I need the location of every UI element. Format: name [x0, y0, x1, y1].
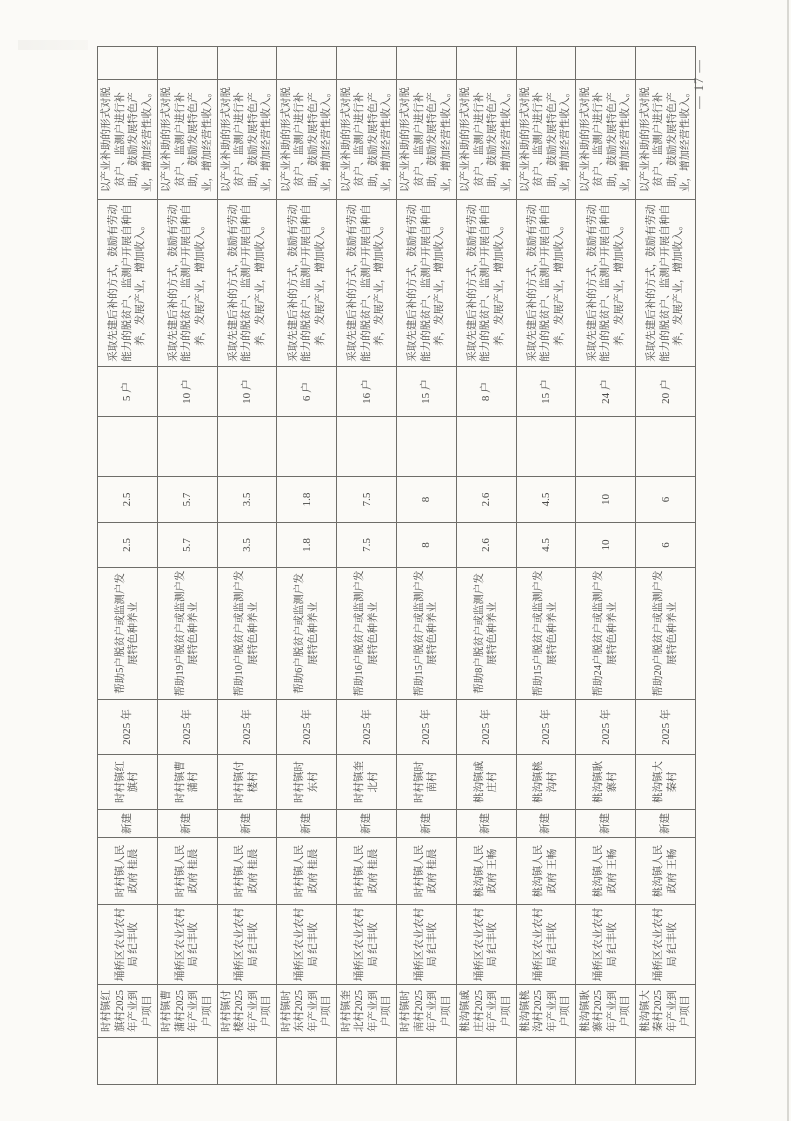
- location-cell: 桃沟镇戚庄村: [456, 755, 516, 810]
- time-cell: 2025 年: [277, 700, 337, 755]
- project-name-cell: 时村镇曹蒲村2025年产业到户项目: [157, 985, 217, 1038]
- fund-cell-dup: 8: [396, 477, 456, 523]
- subsidy-cell: 以产业补助的形式对脱贫户、监测户进行补助，鼓励发展特色产业，增加经营性收入。: [396, 80, 456, 200]
- subsidy-cell: 以产业补助的形式对脱贫户、监测户进行补助，鼓励发展特色产业，增加经营性收入。: [456, 80, 516, 200]
- empty-cell: [277, 417, 337, 477]
- empty-cell: [456, 417, 516, 477]
- task-cell: 帮助15户脱贫户或监测户发展特色种养业: [516, 568, 576, 700]
- dept-cell: 埇桥区农业农村局 纪丰收: [98, 905, 158, 985]
- time-cell: 2025 年: [636, 700, 696, 755]
- empty-cell: [576, 417, 636, 477]
- fund-cell-dup: 1.8: [277, 477, 337, 523]
- nature-cell: 新建: [337, 810, 397, 838]
- serial-cell: [157, 1038, 217, 1085]
- fund-cell: 7.5: [337, 523, 397, 568]
- serial-cell: [396, 1038, 456, 1085]
- project-name-cell: 时村镇奎北村2025年产业到户项目: [337, 985, 397, 1038]
- dept-cell: 埇桥区农业农村局 纪丰收: [157, 905, 217, 985]
- serial-cell: [277, 1038, 337, 1085]
- subsidy-cell: 以产业补助的形式对脱贫户、监测户进行补助，鼓励发展特色产业，增加经营性收入。: [157, 80, 217, 200]
- mechanism-cell: 采取先建后补的方式，鼓励有劳动能力的脱贫户、监测户开展自种自养，发展产业，增加收入。: [157, 200, 217, 367]
- implementer-cell: 桃沟镇人民政府 王畅: [456, 838, 516, 905]
- fund-cell-dup: 7.5: [337, 477, 397, 523]
- remark-cell: [396, 47, 456, 80]
- time-cell: 2025 年: [98, 700, 158, 755]
- remark-cell: [636, 47, 696, 80]
- remark-cell: [217, 47, 277, 80]
- location-cell: 时村镇红旗村: [98, 755, 158, 810]
- subsidy-cell: 以产业补助的形式对脱贫户、监测户进行补助，鼓励发展特色产业，增加经营性收入。: [277, 80, 337, 200]
- nature-cell: 新建: [576, 810, 636, 838]
- subsidy-cell: 以产业补助的形式对脱贫户、监测户进行补助，鼓励发展特色产业，增加经营性收入。: [217, 80, 277, 200]
- households-cell: 10 户: [217, 367, 277, 417]
- empty-cell: [396, 417, 456, 477]
- page-number: — 17 —: [692, 59, 706, 109]
- project-row: [576, 47, 636, 1085]
- project-name-cell: 桃沟镇大秦村2025年产业到户项目: [636, 985, 696, 1038]
- dept-cell: 埇桥区农业农村局 纪丰收: [217, 905, 277, 985]
- fund-cell-dup: 10: [576, 477, 636, 523]
- implementer-cell: 时村镇人民政府 桂晨: [396, 838, 456, 905]
- households-cell: 15 户: [516, 367, 576, 417]
- households-cell: 20 户: [636, 367, 696, 417]
- project-name-cell: 时村镇付楼村2025年产业到户项目: [217, 985, 277, 1038]
- serial-cell: [576, 1038, 636, 1085]
- project-row: [217, 47, 277, 1085]
- implementer-cell: 桃沟镇人民政府 王畅: [636, 838, 696, 905]
- subsidy-cell: 以产业补助的形式对脱贫户、监测户进行补助，鼓励发展特色产业，增加经营性收入。: [636, 80, 696, 200]
- mechanism-cell: 采取先建后补的方式，鼓励有劳动能力的脱贫户、监测户开展自种自养，发展产业，增加收入。: [576, 200, 636, 367]
- time-cell: 2025 年: [396, 700, 456, 755]
- location-cell: 桃沟镇耿寨村: [576, 755, 636, 810]
- mechanism-cell: 采取先建后补的方式，鼓励有劳动能力的脱贫户、监测户开展自种自养，发展产业，增加收入。: [217, 200, 277, 367]
- serial-cell: [456, 1038, 516, 1085]
- mechanism-cell: 采取先建后补的方式，鼓励有劳动能力的脱贫户、监测户开展自种自养，发展产业，增加收入。: [277, 200, 337, 367]
- project-row: [337, 47, 397, 1085]
- empty-cell: [516, 417, 576, 477]
- nature-cell: 新建: [396, 810, 456, 838]
- nature-cell: 新建: [98, 810, 158, 838]
- fund-cell-dup: 2.5: [98, 477, 158, 523]
- mechanism-cell: 采取先建后补的方式，鼓励有劳动能力的脱贫户、监测户开展自种自养，发展产业，增加收入。: [98, 200, 158, 367]
- projects-table-body: [98, 47, 696, 1085]
- location-cell: 时村镇奎北村: [337, 755, 397, 810]
- dept-cell: 埇桥区农业农村局 纪丰收: [576, 905, 636, 985]
- project-name-cell: 桃沟镇戚庄村2025年产业到户项目: [456, 985, 516, 1038]
- fund-cell-dup: 3.5: [217, 477, 277, 523]
- fund-cell: 6: [636, 523, 696, 568]
- project-row: [396, 47, 456, 1085]
- location-cell: 时村镇时东村: [277, 755, 337, 810]
- time-cell: 2025 年: [576, 700, 636, 755]
- remark-cell: [516, 47, 576, 80]
- project-row: [456, 47, 516, 1085]
- empty-cell: [636, 417, 696, 477]
- location-cell: 时村镇付楼村: [217, 755, 277, 810]
- project-name-cell: 时村镇时东村2025年产业到户项目: [277, 985, 337, 1038]
- mechanism-cell: 采取先建后补的方式，鼓励有劳动能力的脱贫户、监测户开展自种自养，发展产业，增加收入。: [337, 200, 397, 367]
- implementer-cell: 时村镇人民政府 桂晨: [277, 838, 337, 905]
- location-cell: 桃沟镇大秦村: [636, 755, 696, 810]
- task-cell: 帮助10户脱贫户或监测户发展特色种养业: [217, 568, 277, 700]
- nature-cell: 新建: [516, 810, 576, 838]
- project-row: [277, 47, 337, 1085]
- fund-cell: 2.5: [98, 523, 158, 568]
- project-row: [98, 47, 158, 1085]
- serial-cell: [337, 1038, 397, 1085]
- implementer-cell: 时村镇人民政府 桂晨: [337, 838, 397, 905]
- location-cell: 桃沟镇桃沟村: [516, 755, 576, 810]
- households-cell: 10 户: [157, 367, 217, 417]
- households-cell: 24 户: [576, 367, 636, 417]
- fund-cell: 10: [576, 523, 636, 568]
- mechanism-cell: 采取先建后补的方式，鼓励有劳动能力的脱贫户、监测户开展自种自养，发展产业，增加收入。: [396, 200, 456, 367]
- dept-cell: 埇桥区农业农村局 纪丰收: [516, 905, 576, 985]
- task-cell: 帮助20户脱贫户或监测户发展特色种养业: [636, 568, 696, 700]
- mechanism-cell: 采取先建后补的方式，鼓励有劳动能力的脱贫户、监测户开展自种自养，发展产业，增加收入。: [636, 200, 696, 367]
- task-cell: 帮助15户脱贫户或监测户发展特色种养业: [396, 568, 456, 700]
- task-cell: 帮助24户脱贫户或监测户发展特色种养业: [576, 568, 636, 700]
- mechanism-cell: 采取先建后补的方式，鼓励有劳动能力的脱贫户、监测户开展自种自养，发展产业，增加收入。: [516, 200, 576, 367]
- location-cell: 时村镇时南村: [396, 755, 456, 810]
- project-name-cell: 桃沟镇耿寨村2025年产业到户项目: [576, 985, 636, 1038]
- implementer-cell: 时村镇人民政府 桂晨: [157, 838, 217, 905]
- remark-cell: [456, 47, 516, 80]
- households-cell: 6 户: [277, 367, 337, 417]
- implementer-cell: 时村镇人民政府 桂晨: [217, 838, 277, 905]
- fund-cell: 4.5: [516, 523, 576, 568]
- serial-cell: [98, 1038, 158, 1085]
- implementer-cell: 时村镇人民政府 桂晨: [98, 838, 158, 905]
- households-cell: 15 户: [396, 367, 456, 417]
- households-cell: 5 户: [98, 367, 158, 417]
- subsidy-cell: 以产业补助的形式对脱贫户、监测户进行补助，鼓励发展特色产业，增加经营性收入。: [576, 80, 636, 200]
- dept-cell: 埇桥区农业农村局 纪丰收: [396, 905, 456, 985]
- implementer-cell: 桃沟镇人民政府 王畅: [516, 838, 576, 905]
- empty-cell: [217, 417, 277, 477]
- subsidy-cell: 以产业补助的形式对脱贫户、监测户进行补助，鼓励发展特色产业，增加经营性收入。: [516, 80, 576, 200]
- remark-cell: [337, 47, 397, 80]
- dept-cell: 埇桥区农业农村局 纪丰收: [456, 905, 516, 985]
- project-name-cell: 时村镇时南村2025年产业到户项目: [396, 985, 456, 1038]
- task-cell: 帮助19户脱贫户或监测户发展特色种养业: [157, 568, 217, 700]
- fund-cell-dup: 6: [636, 477, 696, 523]
- fund-cell-dup: 2.6: [456, 477, 516, 523]
- remark-cell: [576, 47, 636, 80]
- nature-cell: 新建: [456, 810, 516, 838]
- dept-cell: 埇桥区农业农村局 纪丰收: [337, 905, 397, 985]
- serial-cell: [636, 1038, 696, 1085]
- scan-edge-shadow: [787, 0, 789, 1121]
- project-row: [516, 47, 576, 1085]
- project-name-cell: 桃沟镇桃沟村2025年产业到户项目: [516, 985, 576, 1038]
- empty-cell: [98, 417, 158, 477]
- subsidy-cell: 以产业补助的形式对脱贫户、监测户进行补助，鼓励发展特色产业，增加经营性收入。: [337, 80, 397, 200]
- nature-cell: 新建: [217, 810, 277, 838]
- dept-cell: 埇桥区农业农村局 纪丰收: [277, 905, 337, 985]
- remark-cell: [277, 47, 337, 80]
- time-cell: 2025 年: [456, 700, 516, 755]
- subsidy-cell: 以产业补助的形式对脱贫户、监测户进行补助，鼓励发展特色产业，增加经营性收入。: [98, 80, 158, 200]
- project-row: [636, 47, 696, 1085]
- projects-table: [97, 46, 696, 1085]
- serial-cell: [516, 1038, 576, 1085]
- task-cell: 帮助6户脱贫户或监测户发展特色种养业: [277, 568, 337, 700]
- task-cell: 帮助16户脱贫户或监测户发展特色种养业: [337, 568, 397, 700]
- fund-cell: 2.6: [456, 523, 516, 568]
- nature-cell: 新建: [636, 810, 696, 838]
- location-cell: 时村镇曹蒲村: [157, 755, 217, 810]
- empty-cell: [337, 417, 397, 477]
- fund-cell-dup: 4.5: [516, 477, 576, 523]
- task-cell: 帮助8户脱贫户或监测户发展特色种养业: [456, 568, 516, 700]
- implementer-cell: 桃沟镇人民政府 王畅: [576, 838, 636, 905]
- fund-cell: 8: [396, 523, 456, 568]
- empty-cell: [157, 417, 217, 477]
- remark-cell: [157, 47, 217, 80]
- dept-cell: 埇桥区农业农村局 纪丰收: [636, 905, 696, 985]
- time-cell: 2025 年: [516, 700, 576, 755]
- serial-cell: [217, 1038, 277, 1085]
- remark-cell: [98, 47, 158, 80]
- fund-cell: 3.5: [217, 523, 277, 568]
- mechanism-cell: 采取先建后补的方式，鼓励有劳动能力的脱贫户、监测户开展自种自养，发展产业，增加收入。: [456, 200, 516, 367]
- time-cell: 2025 年: [337, 700, 397, 755]
- time-cell: 2025 年: [217, 700, 277, 755]
- households-cell: 8 户: [456, 367, 516, 417]
- fund-cell-dup: 5.7: [157, 477, 217, 523]
- households-cell: 16 户: [337, 367, 397, 417]
- task-cell: 帮助5户脱贫户或监测户发展特色种养业: [98, 568, 158, 700]
- fund-cell: 1.8: [277, 523, 337, 568]
- project-row: [157, 47, 217, 1085]
- nature-cell: 新建: [277, 810, 337, 838]
- nature-cell: 新建: [157, 810, 217, 838]
- project-name-cell: 时村镇红旗村2025年产业到户项目: [98, 985, 158, 1038]
- fund-cell: 5.7: [157, 523, 217, 568]
- time-cell: 2025 年: [157, 700, 217, 755]
